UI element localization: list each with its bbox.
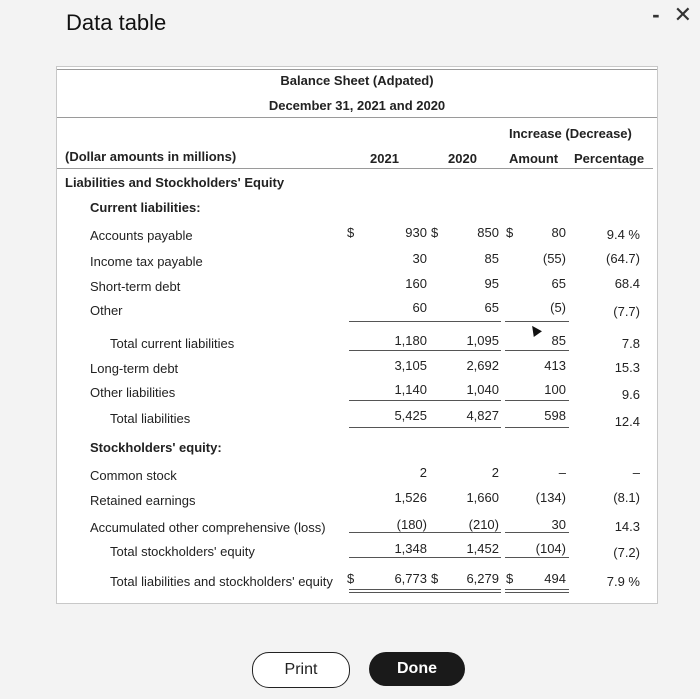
minimize-icon[interactable]: - <box>652 2 660 27</box>
total-rule <box>429 350 501 351</box>
row-label: Total current liabilities <box>110 336 235 351</box>
total-rule <box>505 350 569 351</box>
subtotal-rule <box>429 321 501 322</box>
section-heading: Liabilities and Stockholders' Equity <box>65 175 285 190</box>
table-date: December 31, 2021 and 2020 <box>268 98 446 113</box>
change-amount: (5) <box>550 300 566 315</box>
change-amount: 413 <box>544 358 566 373</box>
subtotal-rule <box>505 321 569 322</box>
subtotal-rule <box>349 532 435 533</box>
change-amount: – <box>558 465 566 480</box>
current-liabilities-heading: Current liabilities: <box>90 200 201 215</box>
subtotal-rule <box>429 532 501 533</box>
change-percentage: 7.8 <box>621 336 640 351</box>
change-amount: 494 <box>544 571 566 586</box>
total-rule <box>505 427 569 428</box>
currency-symbol: $ <box>506 225 514 240</box>
currency-symbol: $ <box>347 571 355 586</box>
value-2020: 6,279 <box>466 571 499 586</box>
value-2021: 30 <box>412 251 427 266</box>
header-2020: 2020 <box>448 151 477 166</box>
value-2020: 4,827 <box>466 408 499 423</box>
header-percentage: Percentage <box>574 151 645 166</box>
value-2021: 160 <box>405 276 427 291</box>
subtotal-rule <box>429 400 501 401</box>
value-2020: (210) <box>468 517 499 532</box>
total-rule <box>349 427 435 428</box>
balance-sheet-table <box>56 66 658 604</box>
change-percentage: 9.6 <box>621 387 640 402</box>
currency-symbol: $ <box>431 225 439 240</box>
change-percentage: 15.3 <box>614 360 640 375</box>
change-amount: 80 <box>551 225 566 240</box>
subtotal-rule <box>505 532 569 533</box>
window-controls <box>652 4 692 26</box>
row-label: Common stock <box>90 468 177 483</box>
value-2020: 95 <box>484 276 499 291</box>
change-amount: (55) <box>542 251 566 266</box>
value-2021: 2 <box>419 465 427 480</box>
row-label: Accounts payable <box>90 228 193 243</box>
close-icon[interactable]: ✕ <box>673 2 692 27</box>
row-label: Accumulated other comprehensive (loss) <box>90 520 326 535</box>
value-2020: 1,095 <box>466 333 499 348</box>
total-rule <box>349 350 435 351</box>
subtotal-rule <box>505 400 569 401</box>
header-units: (Dollar amounts in millions) <box>65 149 237 164</box>
change-amount: 85 <box>551 333 566 348</box>
header-change-group: Increase (Decrease) <box>509 126 632 141</box>
change-percentage: (64.7) <box>606 251 640 266</box>
row-label: Other liabilities <box>90 385 176 400</box>
value-2020: 2 <box>491 465 499 480</box>
total-double-rule <box>505 589 569 593</box>
row-label: Total liabilities and stockholders' equity <box>110 574 333 589</box>
total-rule <box>429 427 501 428</box>
row-label: Retained earnings <box>90 493 196 508</box>
value-2020: 1,452 <box>466 541 499 556</box>
value-2020: 1,660 <box>466 490 499 505</box>
change-amount: 100 <box>544 382 566 397</box>
value-2020: 2,692 <box>466 358 499 373</box>
currency-symbol: $ <box>506 571 514 586</box>
change-percentage: 7.9 % <box>606 574 640 589</box>
value-2020: 85 <box>484 251 499 266</box>
stockholders-equity-heading: Stockholders' equity: <box>90 440 222 455</box>
change-percentage: (7.7) <box>613 304 640 319</box>
value-2021: 6,773 <box>394 571 427 586</box>
change-percentage: 68.4 <box>614 276 640 291</box>
value-2021: (180) <box>396 517 427 532</box>
row-label: Total liabilities <box>110 411 191 426</box>
value-2021: 1,526 <box>394 490 427 505</box>
window-title: Data table <box>66 10 167 35</box>
row-label: Other <box>90 303 123 318</box>
value-2020: 65 <box>484 300 499 315</box>
value-2020: 1,040 <box>466 382 499 397</box>
change-amount: (134) <box>535 490 566 505</box>
total-double-rule <box>349 589 435 593</box>
header-rule <box>57 168 653 169</box>
row-label: Income tax payable <box>90 254 203 269</box>
change-percentage: – <box>632 465 640 480</box>
top-rule <box>57 69 657 70</box>
total-rule <box>505 557 569 558</box>
header-2021: 2021 <box>370 151 399 166</box>
subtotal-rule <box>349 321 435 322</box>
change-percentage: (8.1) <box>613 490 640 505</box>
header-amount: Amount <box>509 151 559 166</box>
row-label: Total stockholders' equity <box>110 544 255 559</box>
value-2021: 1,140 <box>394 382 427 397</box>
change-percentage: (7.2) <box>613 545 640 560</box>
change-amount: (104) <box>535 541 566 556</box>
currency-symbol: $ <box>347 225 355 240</box>
total-rule <box>429 557 501 558</box>
change-percentage: 14.3 <box>614 519 640 534</box>
change-percentage: 12.4 <box>614 414 640 429</box>
change-amount: 65 <box>551 276 566 291</box>
total-double-rule <box>429 589 501 593</box>
currency-symbol: $ <box>431 571 439 586</box>
value-2021: 60 <box>412 300 427 315</box>
change-amount: 598 <box>544 408 566 423</box>
value-2021: 1,348 <box>394 541 427 556</box>
total-rule <box>349 557 435 558</box>
table-title: Balance Sheet (Adpated) <box>280 73 434 88</box>
change-percentage: 9.4 % <box>606 227 640 242</box>
row-label: Short-term debt <box>90 279 181 294</box>
value-2020: 850 <box>477 225 499 240</box>
title-rule <box>57 117 657 118</box>
subtotal-rule <box>349 400 435 401</box>
value-2021: 1,180 <box>394 333 427 348</box>
row-label: Long-term debt <box>90 361 179 376</box>
value-2021: 5,425 <box>394 408 427 423</box>
print-button[interactable]: Print <box>252 652 350 688</box>
value-2021: 930 <box>405 225 427 240</box>
done-button[interactable]: Done <box>369 652 465 686</box>
value-2021: 3,105 <box>394 358 427 373</box>
change-amount: 30 <box>551 517 566 532</box>
